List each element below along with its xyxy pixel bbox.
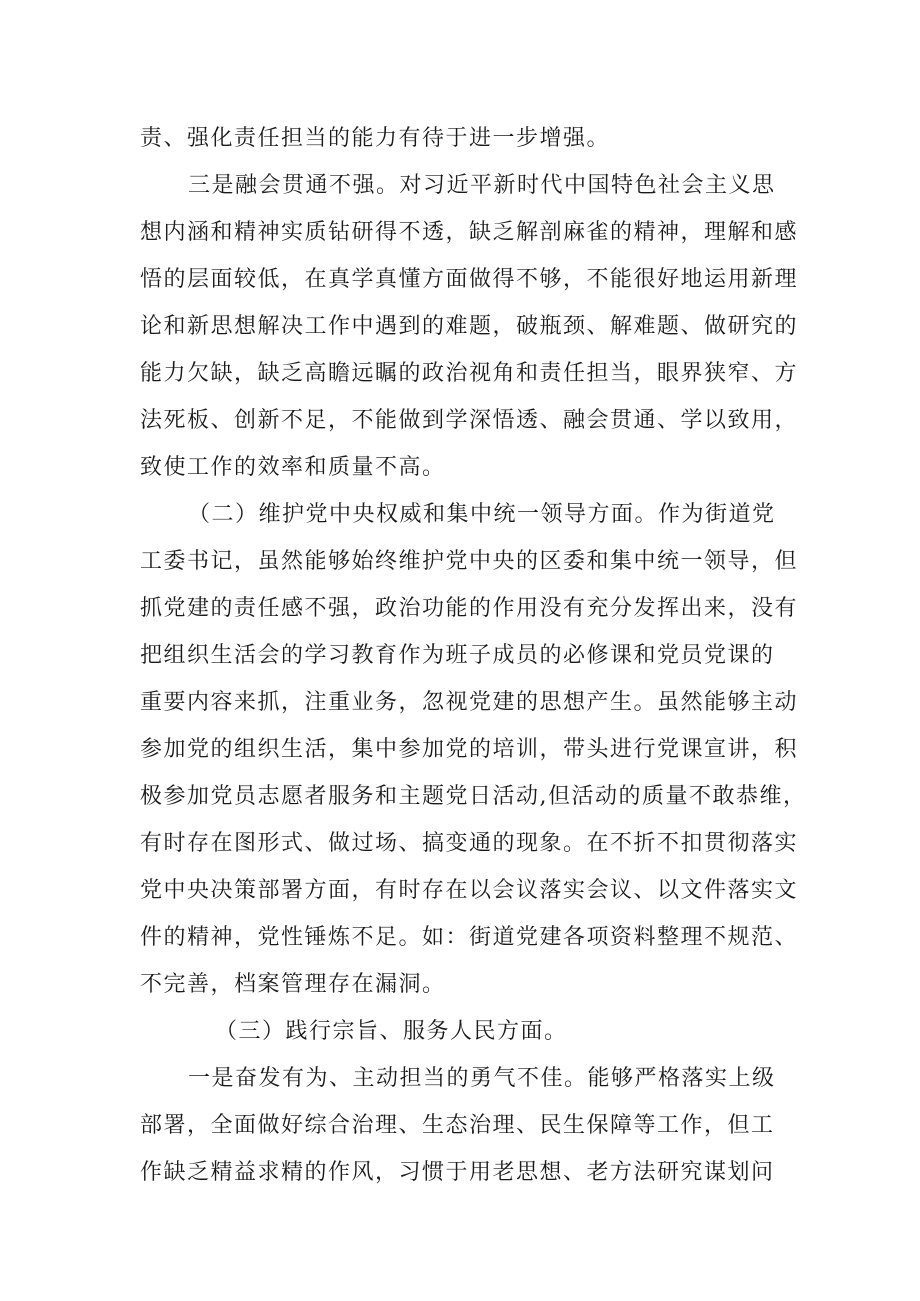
text-line: 悟的层面较低，在真学真懂方面做得不够，不能很好地运用新理	[140, 267, 799, 292]
section-heading: （二）维护党中央权威和集中统一领导方面。作为街道党	[188, 502, 776, 527]
text-line: 参加党的组织生活，集中参加党的培训，带头进行党课宣讲，积	[140, 737, 799, 762]
text-line: 部署，全面做好综合治理、生态治理、民生保障等工作，但工	[140, 1113, 775, 1138]
text-line: 抓党建的责任感不强，政治功能的作用没有充分发挥出来，没有	[140, 596, 799, 621]
text-line: 工委书记，虽然能够始终维护党中央的区委和集中统一领导，但	[140, 549, 799, 574]
text-line: 法死板、创新不足，不能做到学深悟透、融会贯通、学以致用，	[140, 408, 799, 433]
paragraph-start: 三是融会贯通不强。对习近平新时代中国特色社会主义思	[188, 173, 776, 198]
text-line: 件的精神，党性锤炼不足。如：街道党建各项资料整理不规范、	[140, 925, 799, 950]
text-line: 论和新思想解决工作中遇到的难题，破瓶颈、解难题、做研究的	[140, 314, 799, 339]
section-heading: （三）践行宗旨、服务人民方面。	[215, 1019, 568, 1044]
text-line: 能力欠缺，缺乏高瞻远瞩的政治视角和责任担当，眼界狭窄、方	[140, 361, 799, 386]
text-line: 党中央决策部署方面，有时存在以会议落实会议、以文件落实文	[140, 878, 799, 903]
text-line: 作缺乏精益求精的作风，习惯于用老思想、老方法研究谋划问	[140, 1160, 775, 1185]
text-line: 把组织生活会的学习教育作为班子成员的必修课和党员党课的	[140, 643, 775, 668]
text-line: 不完善，档案管理存在漏洞。	[140, 972, 446, 997]
text-line: 致使工作的效率和质量不高。	[140, 455, 446, 480]
text-line: 想内涵和精神实质钻研得不透，缺乏解剖麻雀的精神，理解和感	[140, 220, 799, 245]
text-line: 有时存在图形式、做过场、搞变通的现象。在不折不扣贯彻落实	[140, 831, 799, 856]
text-line: 极参加党员志愿者服务和主题党日活动,但活动的质量不敢恭维，	[140, 784, 807, 809]
text-line: 重要内容来抓，注重业务，忽视党建的思想产生。虽然能够主动	[140, 690, 799, 715]
text-line: 责、强化责任担当的能力有待于进一步增强。	[140, 126, 611, 151]
paragraph-start: 一是奋发有为、主动担当的勇气不佳。能够严格落实上级	[188, 1066, 776, 1091]
